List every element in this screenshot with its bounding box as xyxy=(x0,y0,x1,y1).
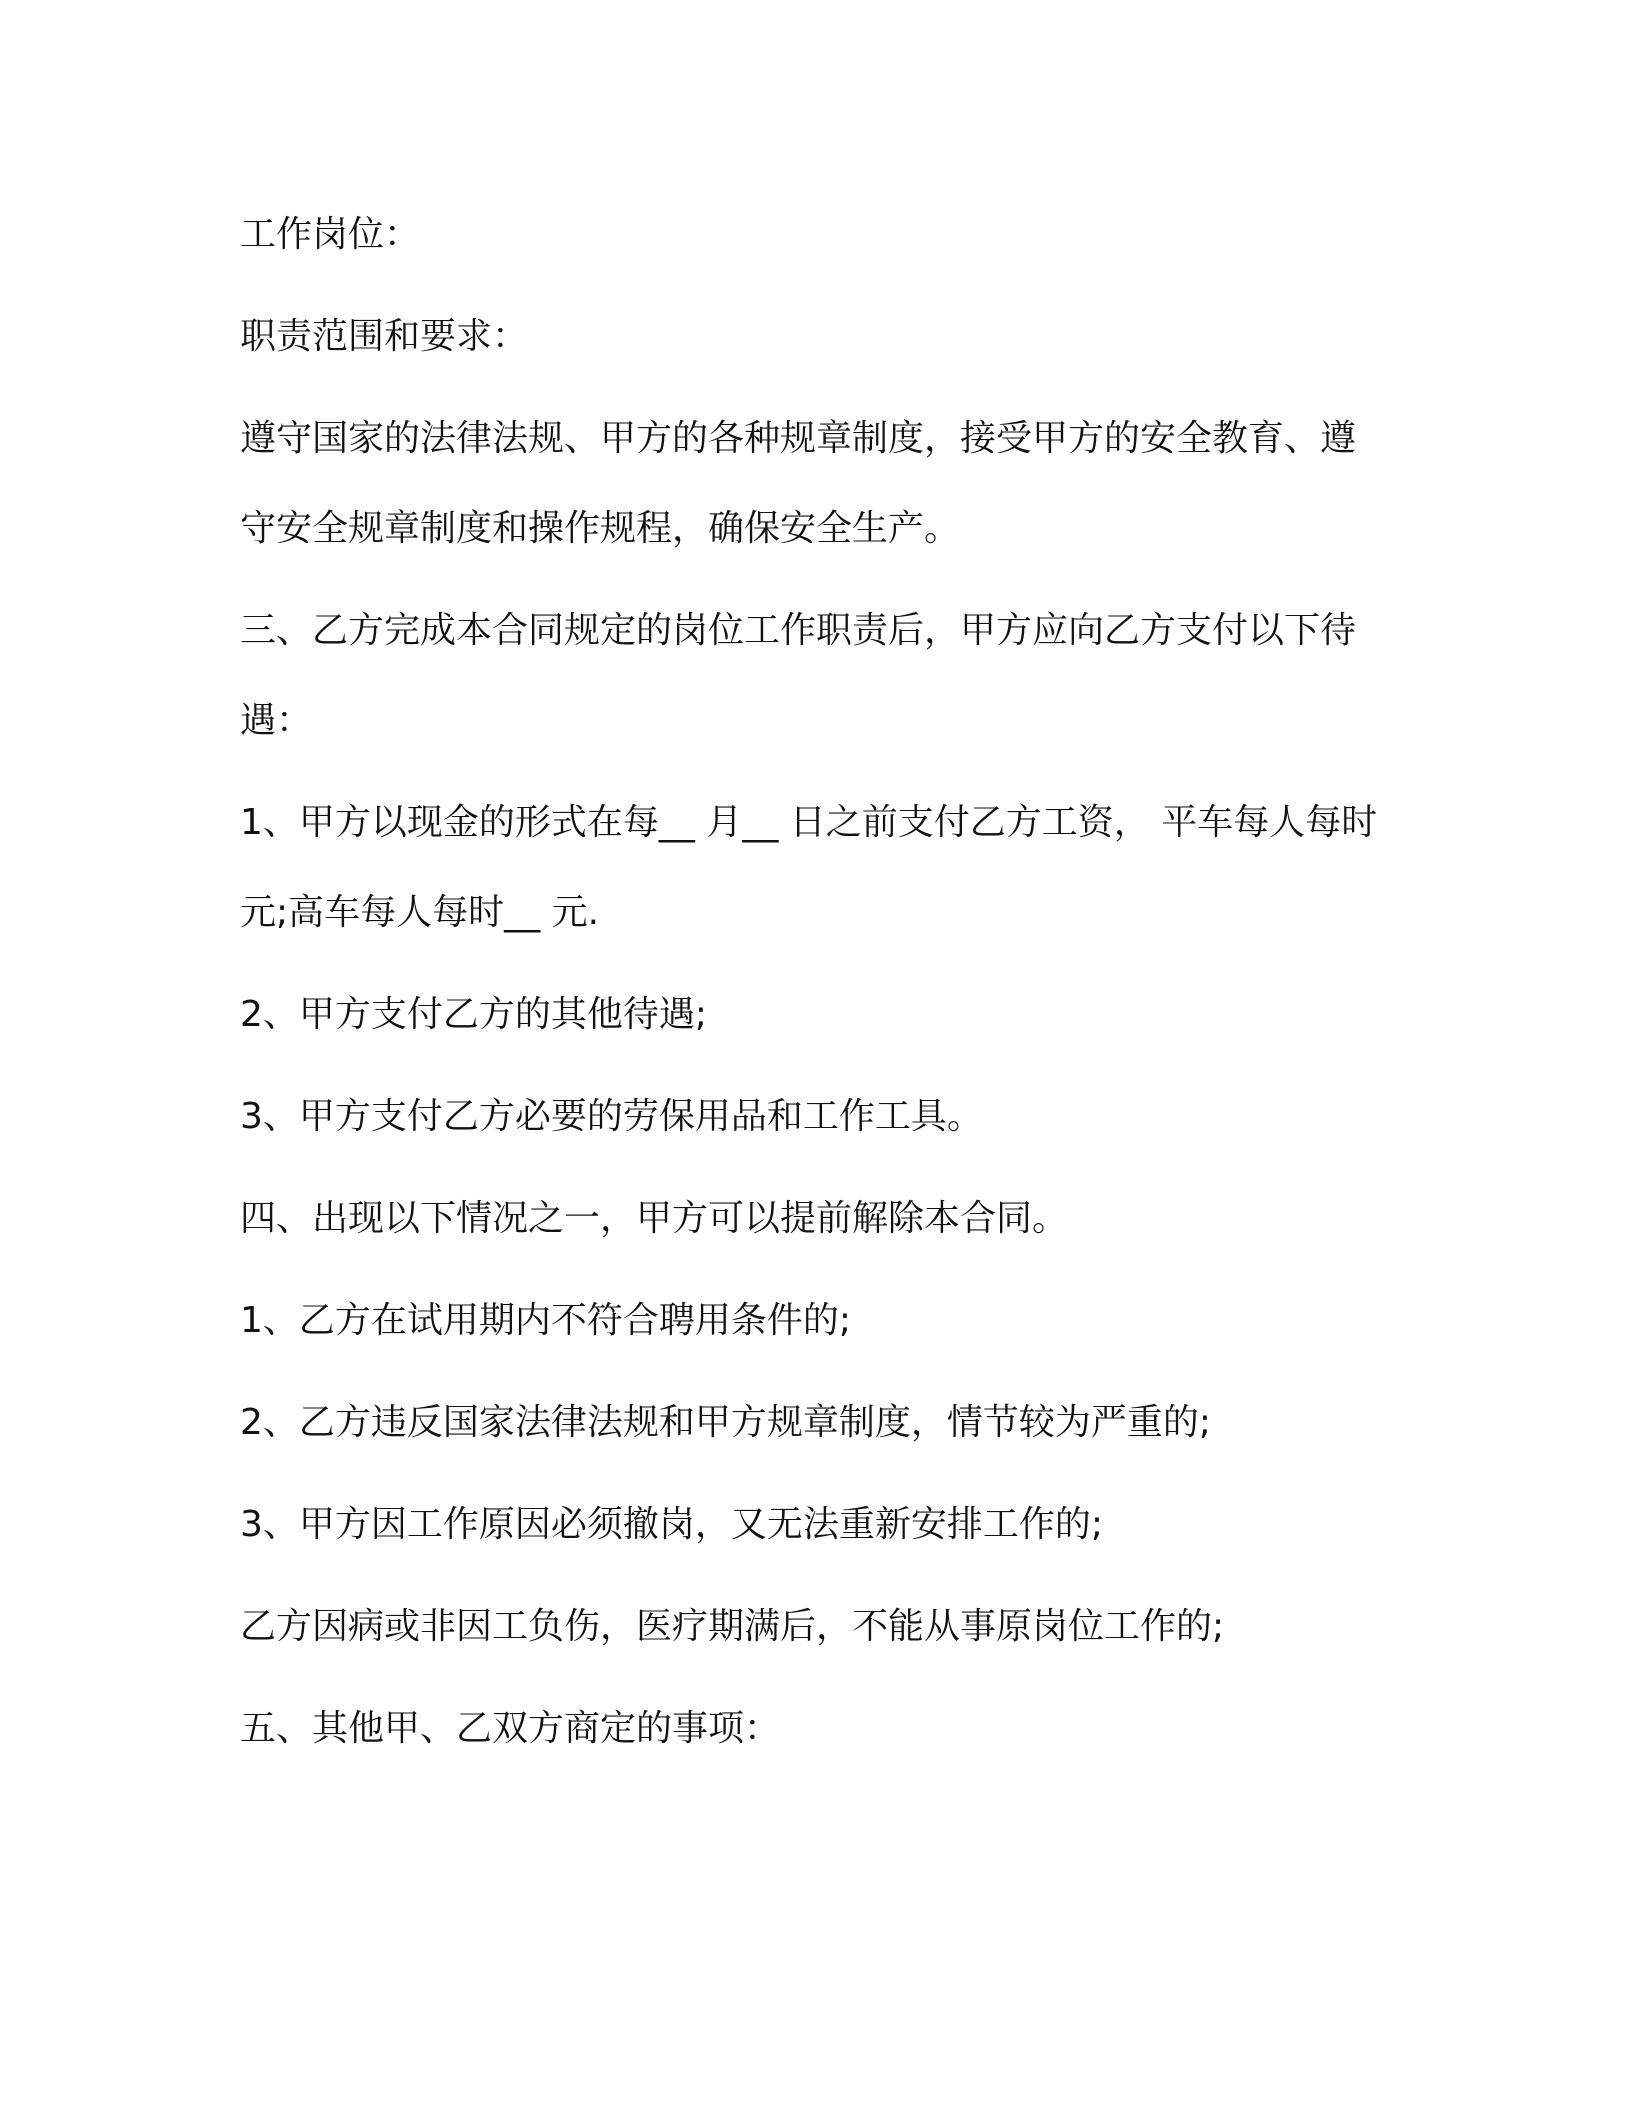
section-heading-five: 五、其他甲、乙双方商定的事项： xyxy=(240,1708,781,1749)
list-item-protective-equipment: 3、甲方支付乙方必要的劳保用品和工作工具。 xyxy=(240,1096,983,1137)
section-heading-three: 三、乙方完成本合同规定的岗位工作职责后，甲方应向乙方支付以下待遇： xyxy=(240,610,1357,741)
field-job-position: 工作岗位： xyxy=(240,214,421,255)
list-item-position-removed: 3、甲方因工作原因必须撤岗，又无法重新安排工作的; xyxy=(240,1504,1104,1545)
section-heading-four: 四、出现以下情况之一，甲方可以提前解除本合同。 xyxy=(240,1198,1069,1239)
list-item-wage-payment: 1、甲方以现金的形式在每__ 月__ 日之前支付乙方工资， 平车每人每时 元;高车每人每时__ 元. xyxy=(240,802,1389,933)
paragraph-compliance: 遵守国家的法律法规、甲方的各种规章制度，接受甲方的安全教育、遵守安全规章制度和操作规程，确保安全生产。 xyxy=(240,418,1357,549)
paragraph-illness-injury: 乙方因病或非因工负伤，医疗期满后，不能从事原岗位工作的; xyxy=(240,1606,1225,1647)
list-item-other-benefits: 2、甲方支付乙方的其他待遇; xyxy=(240,994,708,1035)
list-item-probation: 1、乙方在试用期内不符合聘用条件的; xyxy=(240,1300,852,1341)
list-item-violation: 2、乙方违反国家法律法规和甲方规章制度，情节较为严重的; xyxy=(240,1402,1212,1443)
field-duties-requirements: 职责范围和要求： xyxy=(240,316,529,357)
document-body xyxy=(240,190,1390,1786)
